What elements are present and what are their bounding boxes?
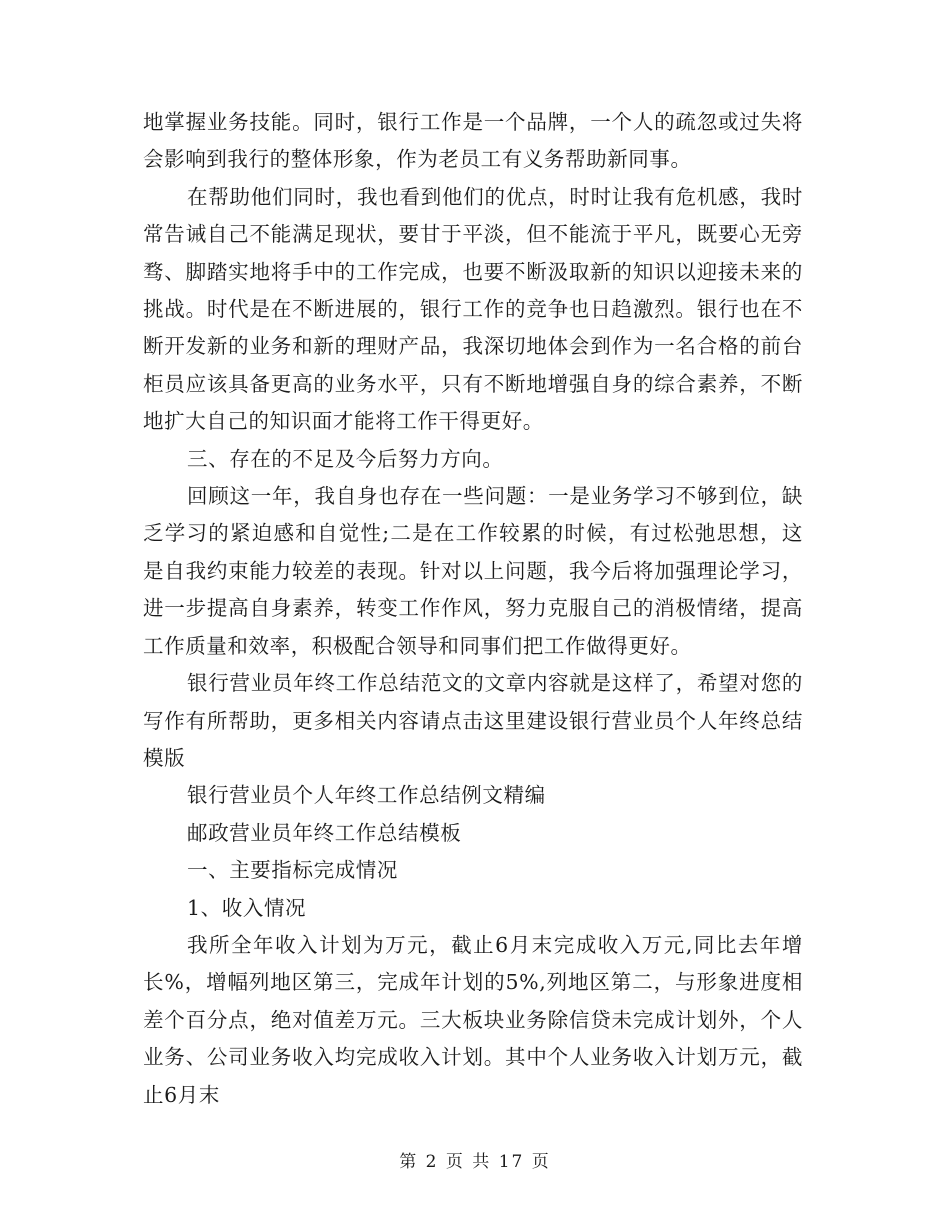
section-heading-1: 一、主要指标完成情况 bbox=[187, 858, 398, 883]
related-title-2: 邮政营业员年终工作总结模板 bbox=[187, 820, 462, 845]
paragraph-4: 回顾这一年，我自身也存在一些问题：一是业务学习不够到位，缺乏学习的紧迫感和自觉性;二是在工作较累的时候，有过松弛思想，这是自我约束能力较差的表现。针对以上问题，我今后将加强理论学习，进一步提高自身素养，转变工作作风，努力克服自己的消极情绪，提高工作质量和效率，积极配合领导和同事们把工作做得更好。 bbox=[143, 484, 803, 658]
paragraph-1: 地掌握业务技能。同时，银行工作是一个品牌，一个人的疏忽或过失将会影响到我行的整体形象，作为老员工有义务帮助新同事。 bbox=[143, 110, 803, 172]
section-heading-3: 三、存在的不足及今后努力方向。 bbox=[187, 446, 504, 471]
paragraph-2: 在帮助他们同时，我也看到他们的优点，时时让我有危机感，我时常告诫自己不能满足现状，要甘于平淡，但不能流于平凡，既要心无旁骛、脚踏实地将手中的工作完成，也要不断汲取新的知识以迎接未来的挑战。时代是在不断进展的，银行工作的竞争也日趋激烈。银行也在不断开发新的业务和新的理财产品，我深切地体会到作为一名合格的前台柜员应该具备更高的业务水平，只有不断地增强自身的综合素养，不断地扩大自己的知识面才能将工作干得更好。 bbox=[143, 184, 803, 434]
paragraph-5: 银行营业员年终工作总结范文的文章内容就是这样了，希望对您的写作有所帮助，更多相关内容请点击这里建设银行营业员个人年终总结模版 bbox=[143, 671, 803, 770]
document-body bbox=[143, 104, 803, 1114]
page-number-footer: 第 2 页 共 17 页 bbox=[399, 1152, 551, 1172]
related-title-1: 银行营业员个人年终工作总结例文精编 bbox=[187, 783, 546, 808]
paragraph-income: 我所全年收入计划为万元，截止6月末完成收入万元,同比去年增长%，增幅列地区第三，完成年计划的5%,列地区第二，与形象进度相差个百分点，绝对值差万元。三大板块业务除信贷未完成计划外，个人业务、公司业务收入均完成收入计划。其中个人业务收入计划万元，截止6月末 bbox=[143, 932, 803, 1107]
subsection-heading-1: 1、收入情况 bbox=[187, 895, 307, 920]
